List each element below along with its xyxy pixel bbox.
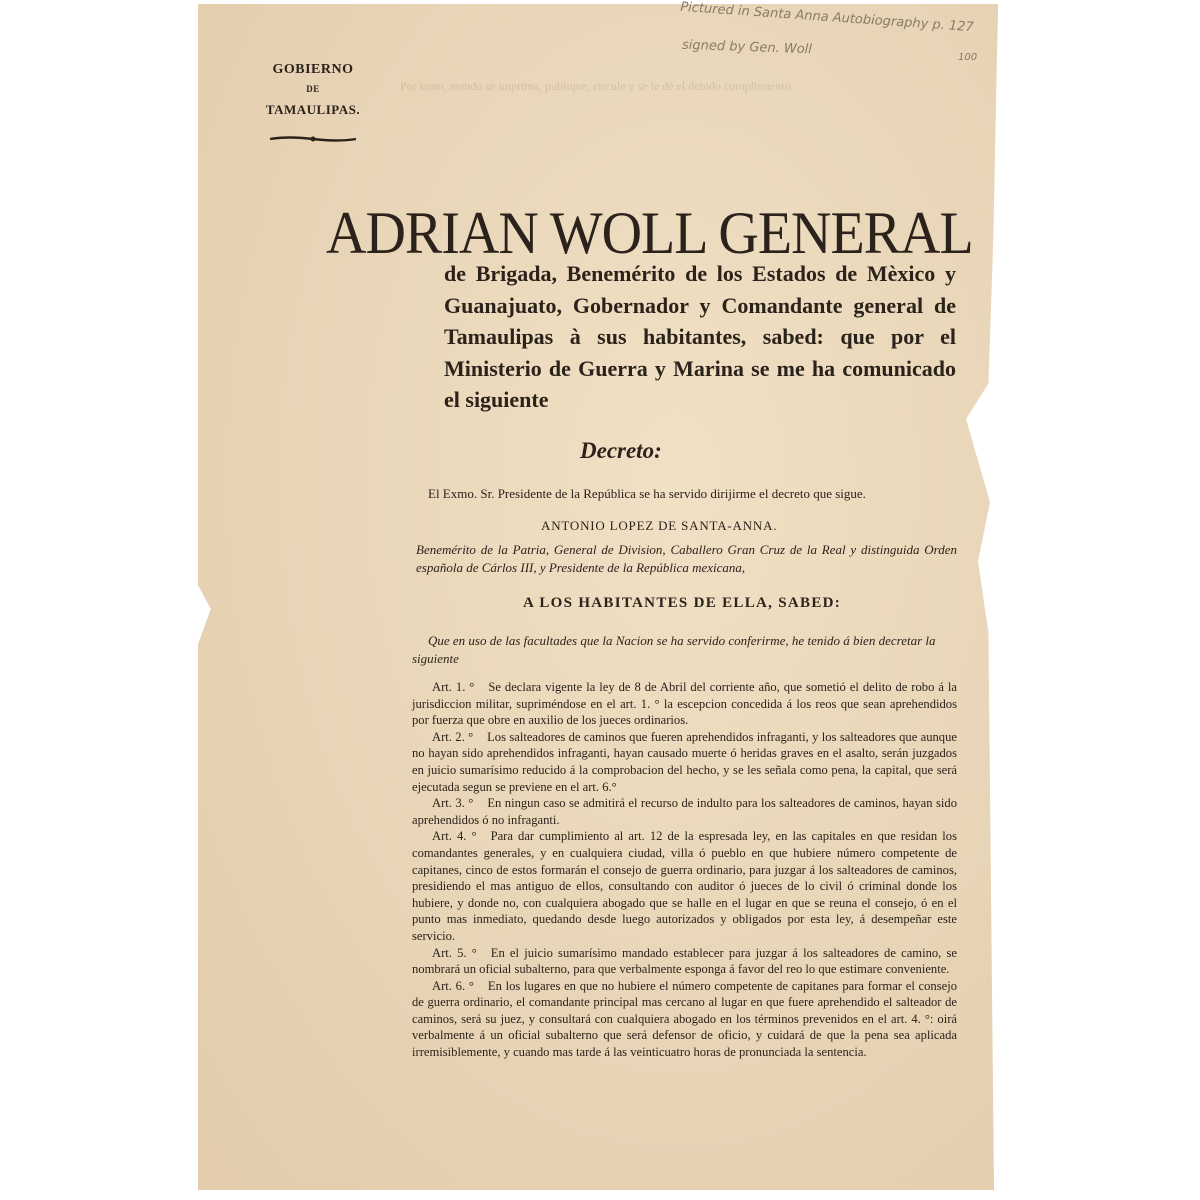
article-label: Art. 2. ° xyxy=(432,729,474,744)
article-label: Art. 6. ° xyxy=(432,978,474,993)
president-name: ANTONIO LOPEZ DE SANTA-ANNA. xyxy=(541,518,778,533)
header-tamaulipas: TAMAULIPAS. xyxy=(265,102,361,117)
ornament-rule-icon xyxy=(268,134,358,144)
articles-section xyxy=(412,679,957,1061)
document-subtitle: de Brigada, Benemérito de los Estados de Mèxico y Guanajuato, Gobernador y Comandante general de Tamaulipas à sus habitantes, sabed: que por el Ministerio de Guerra y Marina se me ha comunicado el siguiente xyxy=(444,261,956,412)
article-text: Se declara vigente la ley de 8 de Abril del corriente año, que sometió el delito de robo á la jurisdiccion militar, supriméndose en el art. 1. ° la escepcion concedida á los reos que sean aprehendidos por fuerza que obre en auxilio de los jueces ordinarios. xyxy=(412,680,957,728)
article-6 xyxy=(412,978,957,1061)
document-title: ADRIAN WOLL GENERAL xyxy=(326,200,973,267)
article-text: Para dar cumplimiento al art. 12 de la espresada ley, en las capitales en que residan los comandantes generales, y en cualquiera ciudad, villa ó pueblo en que hubiere número competente de capitanes, cinco de estos formarán el consejo de guerra ordinario, para juzgar á los salteadores de caminos, presidiendo el mas antiguo de ellos, consultando con auditor ó jueces de lo civil ó criminal donde los hubiere, y donde no, con cualquiera abogado que se halle en el lugar en que se reuna el consejo, ó en el punto mas inmediato, quedando desde luego autorizados y obligados por esta ley, á desempeñar este servicio. xyxy=(412,829,958,943)
article-text: Los salteadores de caminos que fueren aprehendidos infraganti, y los salteadores que aunque no hayan sido aprehendidos infraganti, hayan causado muerte ó heridas graves en el asalto, serán juzgados en juicio sumarísimo reducido á la comprobacion del hecho, y se les señala como pena, la capital, que será ejecutada segun se previene en el art. 6.° xyxy=(412,729,957,794)
article-text: En el juicio sumarísimo mandado establecer para juzgar á los salteadores de camino, se nombrará un oficial subalterno, para que verbalmente esponga á favor del reo lo que estimare conveniente. xyxy=(412,945,957,977)
article-5 xyxy=(412,945,957,978)
article-4 xyxy=(412,828,957,944)
header-gobierno: GOBIERNO xyxy=(272,62,354,77)
handwritten-note-1: Pictured in Santa Anna Autobiography p. 127 xyxy=(679,0,975,36)
article-2 xyxy=(412,729,957,795)
article-text: En ningun caso se admitirá el recurso de indulto para los salteadores de caminos, hayan sido aprehendidos ó no infraganti. xyxy=(412,796,957,827)
intro-paragraph: El Exmo. Sr. Presidente de la República se ha servido dirijirme el decreto que sigue. xyxy=(428,486,866,501)
article-label: Art. 1. ° xyxy=(432,680,475,694)
handwritten-note-3: 100 xyxy=(958,52,978,63)
article-label: Art. 4. ° xyxy=(432,829,477,844)
decreto-heading: Decreto: xyxy=(580,438,662,463)
article-label: Art. 3. ° xyxy=(432,796,474,811)
bleed-through-text: Por tanto, mando se imprima, publique, circule y se le dé el debido cumplimiento. xyxy=(400,79,794,93)
article-1 xyxy=(412,679,957,729)
article-text: En los lugares en que no hubiere el número competente de capitanes para formar el consejo de guerra ordinario, el comandante principal mas cercano al lugar en que fuere aprehendido el salteador de caminos, será su juez, y consultará con cualquiera abogado en los términos prevenidos en el art. 4. °: oirá verbalmente á un oficial subalterno que será defensor de oficio, y cuidará de que la pena sea aplicada irremisiblemente, y cuando mas tarde á las veinticuatro horas de pronunciada la sentencia. xyxy=(412,978,958,1060)
preamble-paragraph: Que en uso de las facultades que la Nacion se ha servido conferirme, he tenido á bien decretar la siguiente xyxy=(412,633,936,666)
habitantes-heading: A LOS HABITANTES DE ELLA, SABED: xyxy=(523,595,842,611)
article-label: Art. 5. ° xyxy=(432,945,477,960)
president-honors: Benemérito de la Patria, General de Division, Caballero Gran Cruz de la Real y distinguida Orden española de Cárlos III, y Presidente de la República mexicana, xyxy=(416,542,957,575)
header-de: DE xyxy=(306,84,320,94)
article-3 xyxy=(412,795,957,828)
handwritten-note-2: signed by Gen. Woll xyxy=(681,37,813,58)
